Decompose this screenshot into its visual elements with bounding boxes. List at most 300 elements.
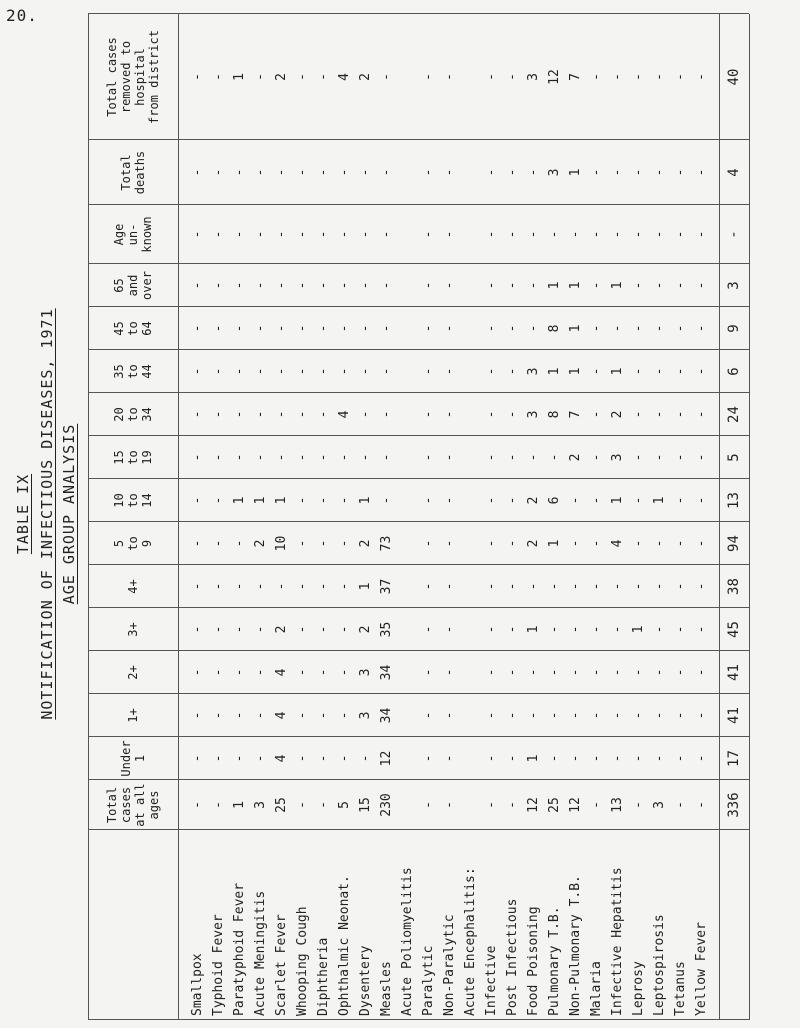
table-cell: - <box>253 453 268 462</box>
table-cell: - <box>526 230 541 239</box>
table-cell: - <box>232 410 247 419</box>
table-cell: 10 <box>274 535 289 552</box>
table-cell: - <box>232 668 247 677</box>
table-cell: - <box>316 711 331 720</box>
table-cell <box>398 140 417 205</box>
table-cell: 1 <box>652 496 667 505</box>
table-cell: 4 <box>610 539 625 548</box>
row-label: Malaria <box>589 961 604 1016</box>
table-subtitle: NOTIFICATION OF INFECTIOUS DISEASES, 1971 <box>38 308 56 720</box>
row-label: Leptospirosis <box>652 914 667 1016</box>
table-cell: 13 <box>610 797 625 813</box>
table-cell: - <box>652 582 667 591</box>
table-cell: - <box>190 168 205 177</box>
table-cell: - <box>232 539 247 548</box>
table-cell: - <box>337 496 352 505</box>
table-cell: - <box>337 168 352 177</box>
table-title: TABLE IX <box>14 473 32 555</box>
table-cell: - <box>631 230 646 239</box>
table-cell: 5 <box>337 801 352 809</box>
table-cell: - <box>232 711 247 720</box>
table-cell: - <box>232 625 247 634</box>
table-cell: - <box>673 539 688 548</box>
table-cell: - <box>211 539 226 548</box>
table-cell: - <box>610 668 625 677</box>
table-cell: 3 <box>358 668 373 677</box>
column-header: Under 1 <box>119 740 147 777</box>
table-cell: - <box>484 539 499 548</box>
age-group-table <box>88 14 758 1020</box>
table-cell: - <box>694 801 709 809</box>
table-cell: 34 <box>379 707 394 724</box>
table-cell: 1 <box>568 324 583 333</box>
column-header: 10 to 14 <box>112 493 154 508</box>
table-cell: - <box>295 281 310 290</box>
table-cell: - <box>505 625 520 634</box>
table-cell: 1 <box>631 625 646 634</box>
table-cell: - <box>274 324 289 333</box>
table-cell: - <box>442 168 457 177</box>
table-cell: - <box>694 168 709 177</box>
table-cell: - <box>631 168 646 177</box>
table-cell: - <box>337 367 352 376</box>
table-cell: - <box>652 711 667 720</box>
table-cell: - <box>631 668 646 677</box>
table-cell: - <box>505 496 520 505</box>
table-cell: - <box>547 230 562 239</box>
table-cell: 2 <box>274 73 289 81</box>
row-label: Infective <box>484 945 499 1016</box>
table-cell: 1 <box>232 73 247 81</box>
table-cell: 2 <box>358 73 373 81</box>
table-cell: - <box>190 367 205 376</box>
table-cell: - <box>589 754 604 763</box>
column-header: Total cases removed to hospital from district <box>105 30 161 124</box>
table-cell: - <box>694 453 709 462</box>
row-label: Paralytic <box>421 945 436 1016</box>
table-cell: 2 <box>568 453 583 462</box>
table-cell: - <box>421 711 436 720</box>
table-cell: - <box>652 168 667 177</box>
table-cell: - <box>484 668 499 677</box>
row-label: Dysentery <box>358 945 373 1016</box>
table-cell: - <box>610 711 625 720</box>
table-cell: - <box>442 230 457 239</box>
table-cell: - <box>442 367 457 376</box>
table-cell: - <box>442 496 457 505</box>
table-cell: 1 <box>568 281 583 290</box>
column-header: 35 to 44 <box>112 364 154 379</box>
column-header: 1+ <box>126 708 140 723</box>
table-cell: 3 <box>610 453 625 462</box>
table-cell: - <box>589 281 604 290</box>
table-cell: - <box>316 410 331 419</box>
total-cell: 24 <box>726 406 742 423</box>
table-cell: - <box>547 453 562 462</box>
table-cell: - <box>610 73 625 81</box>
table-cell <box>461 522 480 565</box>
table-cell: - <box>631 367 646 376</box>
table-cell: - <box>358 324 373 333</box>
table-cell: - <box>211 668 226 677</box>
table-cell: - <box>526 168 541 177</box>
table-cell: - <box>442 711 457 720</box>
table-cell: - <box>253 367 268 376</box>
table-cell: - <box>295 410 310 419</box>
page-number: 20. <box>6 6 38 25</box>
table-cell: - <box>211 625 226 634</box>
table-cell: 1 <box>547 367 562 376</box>
row-label: Leprosy <box>631 961 646 1016</box>
table-cell: 3 <box>358 711 373 720</box>
table-cell: 1 <box>547 539 562 548</box>
table-cell: - <box>610 625 625 634</box>
table-cell: - <box>694 367 709 376</box>
table-cell: - <box>547 582 562 591</box>
row-label: Whooping Cough <box>295 906 310 1016</box>
table-cell: - <box>505 711 520 720</box>
table-cell: - <box>484 367 499 376</box>
table-cell: - <box>505 801 520 809</box>
table-cell: - <box>379 496 394 505</box>
table-cell: - <box>295 367 310 376</box>
total-cell: 40 <box>726 68 742 86</box>
table-cell: - <box>694 668 709 677</box>
table-cell: - <box>652 230 667 239</box>
table-cell: - <box>673 711 688 720</box>
table-cell: - <box>274 582 289 591</box>
table-cell: - <box>421 168 436 177</box>
table-cell: - <box>547 754 562 763</box>
table-cell: - <box>379 168 394 177</box>
table-cell: - <box>631 281 646 290</box>
table-cell: - <box>484 324 499 333</box>
table-cell <box>398 393 417 436</box>
table-cell: - <box>421 582 436 591</box>
table-cell: - <box>316 453 331 462</box>
table-cell: 2 <box>358 539 373 548</box>
table-cell <box>398 522 417 565</box>
table-cell: - <box>190 230 205 239</box>
table-cell: - <box>358 281 373 290</box>
table-cell: - <box>421 324 436 333</box>
table-cell: 1 <box>610 367 625 376</box>
table-cell <box>398 565 417 608</box>
table-cell: - <box>190 754 205 763</box>
table-cell: - <box>631 73 646 81</box>
table-cell: - <box>568 582 583 591</box>
table-cell: 73 <box>379 535 394 552</box>
table-cell: - <box>421 496 436 505</box>
table-cell: - <box>421 754 436 763</box>
total-cell: 38 <box>726 578 742 595</box>
table-cell: - <box>484 73 499 81</box>
table-cell: - <box>421 410 436 419</box>
table-cell: - <box>673 367 688 376</box>
table-cell: 25 <box>547 797 562 813</box>
table-cell: - <box>568 754 583 763</box>
table-cell: - <box>211 230 226 239</box>
table-cell: 1 <box>568 168 583 177</box>
column-header: Total deaths <box>119 150 147 195</box>
table-cell: - <box>316 668 331 677</box>
table-cell: - <box>232 230 247 239</box>
table-cell: 2 <box>526 539 541 548</box>
column-header: 4+ <box>126 579 140 594</box>
column-header: 15 to 19 <box>112 450 154 465</box>
column-header: 45 to 64 <box>112 321 154 336</box>
table-cell: - <box>694 73 709 81</box>
table-cell: - <box>253 582 268 591</box>
table-cell: - <box>505 324 520 333</box>
table-cell: - <box>211 281 226 290</box>
table-cell: - <box>673 230 688 239</box>
table-cell: - <box>421 668 436 677</box>
column-header: 20 to 34 <box>112 407 154 422</box>
table-cell: - <box>190 410 205 419</box>
table-cell: - <box>421 281 436 290</box>
table-cell: 25 <box>274 797 289 813</box>
row-label: Smallpox <box>190 953 205 1016</box>
table-cell <box>398 737 417 780</box>
table-cell: - <box>232 324 247 333</box>
table-cell: - <box>337 711 352 720</box>
table-cell: 1 <box>253 496 268 505</box>
table-cell: - <box>673 625 688 634</box>
table-cell: - <box>295 754 310 763</box>
table-cell: - <box>211 367 226 376</box>
table-cell: - <box>505 367 520 376</box>
table-cell <box>398 694 417 737</box>
table-cell: - <box>232 168 247 177</box>
table-cell: - <box>316 801 331 809</box>
table-cell: - <box>295 801 310 809</box>
table-cell: - <box>421 625 436 634</box>
table-cell: - <box>421 801 436 809</box>
table-cell: - <box>442 801 457 809</box>
row-label: Scarlet Fever <box>274 914 289 1016</box>
table-cell: - <box>673 324 688 333</box>
table-cell: - <box>211 168 226 177</box>
column-header: 2+ <box>126 665 140 680</box>
table-cell: - <box>274 281 289 290</box>
table-cell: - <box>316 230 331 239</box>
table-cell: - <box>652 324 667 333</box>
table-cell: - <box>190 324 205 333</box>
table-cell: - <box>673 582 688 591</box>
table-cell: - <box>358 168 373 177</box>
table-cell: - <box>232 754 247 763</box>
table-cell: - <box>694 582 709 591</box>
table-cell: - <box>610 324 625 333</box>
table-cell <box>461 737 480 780</box>
table-cell: - <box>295 324 310 333</box>
total-cell: 94 <box>726 535 742 552</box>
table-cell: - <box>232 281 247 290</box>
table-cell: - <box>358 453 373 462</box>
table-cell: - <box>631 496 646 505</box>
total-cell: 41 <box>726 664 742 681</box>
table-cell: 3 <box>526 73 541 81</box>
table-cell: - <box>673 496 688 505</box>
table-cell: - <box>442 625 457 634</box>
table-cell: - <box>484 496 499 505</box>
table-cell: 1 <box>526 754 541 763</box>
row-label: Yellow Fever <box>694 922 709 1016</box>
table-cell <box>398 264 417 307</box>
table-cell: - <box>526 668 541 677</box>
table-cell: - <box>274 367 289 376</box>
total-cell: 13 <box>726 492 742 509</box>
table-cell: - <box>631 801 646 809</box>
table-cell: - <box>358 367 373 376</box>
table-cell: 2 <box>253 539 268 548</box>
row-label: Acute Encephalitis: <box>463 867 478 1016</box>
total-cell: 4 <box>726 168 742 177</box>
table-cell: - <box>211 73 226 81</box>
table-cell: - <box>631 711 646 720</box>
column-header: 5 to 9 <box>112 536 154 551</box>
table-cell: - <box>694 230 709 239</box>
table-cell: - <box>316 281 331 290</box>
table-cell: - <box>253 73 268 81</box>
table-cell: - <box>379 73 394 81</box>
table-cell: - <box>484 625 499 634</box>
table-cell: - <box>526 453 541 462</box>
table-cell: - <box>295 168 310 177</box>
table-cell: - <box>190 668 205 677</box>
table-cell: - <box>505 73 520 81</box>
table-cell: - <box>505 230 520 239</box>
table-cell: - <box>694 754 709 763</box>
row-label: Diphtheria <box>316 937 331 1016</box>
table-cell: - <box>337 625 352 634</box>
table-cell: - <box>442 324 457 333</box>
row-label: Infective Hepatitis <box>610 867 625 1016</box>
table-cell: - <box>694 324 709 333</box>
table-cell: - <box>652 453 667 462</box>
table-cell <box>461 608 480 651</box>
table-subtitle-2: AGE GROUP ANALYSIS <box>60 423 78 605</box>
table-cell: 1 <box>568 367 583 376</box>
table-cell <box>398 205 417 264</box>
table-cell: 1 <box>358 496 373 505</box>
table-cell: - <box>379 453 394 462</box>
column-header: Total cases at all ages <box>105 783 161 827</box>
table-cell: 8 <box>547 324 562 333</box>
row-label: Paratyphoid Fever <box>232 882 247 1016</box>
table-cell: - <box>316 754 331 763</box>
table-cell: - <box>673 410 688 419</box>
table-cell: - <box>421 453 436 462</box>
table-cell: - <box>652 367 667 376</box>
total-cell: 6 <box>726 367 742 376</box>
table-cell: - <box>547 668 562 677</box>
table-cell: - <box>211 324 226 333</box>
table-cell: - <box>505 453 520 462</box>
table-cell: 15 <box>358 797 373 813</box>
table-cell: - <box>421 73 436 81</box>
table-cell <box>398 608 417 651</box>
column-header: 65 and over <box>112 271 154 300</box>
table-cell: 4 <box>337 73 352 81</box>
table-cell: - <box>442 582 457 591</box>
table-totals-rule <box>719 14 720 1020</box>
table-cell: - <box>190 453 205 462</box>
total-cell: 3 <box>726 281 742 290</box>
row-label: Non-Pulmonary T.B. <box>568 875 583 1016</box>
table-cell: 2 <box>526 496 541 505</box>
table-cell: - <box>379 367 394 376</box>
table-cell: - <box>484 230 499 239</box>
table-cell: - <box>295 625 310 634</box>
table-cell: - <box>295 496 310 505</box>
table-cell: - <box>589 168 604 177</box>
table-cell: - <box>631 410 646 419</box>
table-cell: - <box>568 230 583 239</box>
table-cell: - <box>211 711 226 720</box>
table-cell: - <box>253 324 268 333</box>
total-cell: 41 <box>726 707 742 724</box>
table-cell: - <box>610 754 625 763</box>
table-cell: 12 <box>568 797 583 813</box>
table-cell: - <box>652 539 667 548</box>
table-cell: - <box>589 230 604 239</box>
row-label: Food Poisoning <box>526 906 541 1016</box>
table-cell: - <box>610 582 625 591</box>
table-cell <box>461 780 480 830</box>
table-cell: 35 <box>379 621 394 638</box>
table-cell: 1 <box>232 801 247 809</box>
table-cell: - <box>190 496 205 505</box>
table-cell: 12 <box>379 750 394 767</box>
table-cell: - <box>589 625 604 634</box>
table-cell: - <box>295 73 310 81</box>
table-cell: - <box>190 582 205 591</box>
table-cell: - <box>610 168 625 177</box>
table-cell: 3 <box>547 168 562 177</box>
table-cell: - <box>547 711 562 720</box>
table-cell: - <box>568 496 583 505</box>
table-cell: - <box>505 582 520 591</box>
table-cell: - <box>253 754 268 763</box>
column-header: 3+ <box>126 622 140 637</box>
table-cell: - <box>190 801 205 809</box>
table-cell: - <box>484 281 499 290</box>
table-cell: - <box>295 711 310 720</box>
table-cell: 3 <box>652 801 667 809</box>
table-cell: - <box>652 73 667 81</box>
table-cell: - <box>505 539 520 548</box>
table-cell: - <box>337 230 352 239</box>
table-cell: - <box>589 539 604 548</box>
table-cell: - <box>610 230 625 239</box>
table-cell: - <box>652 410 667 419</box>
table-cell: - <box>379 230 394 239</box>
table-cell: - <box>379 410 394 419</box>
table-cell: - <box>316 625 331 634</box>
table-cell: - <box>379 281 394 290</box>
table-cell: 7 <box>568 73 583 81</box>
table-cell: - <box>484 410 499 419</box>
table-cell: 2 <box>274 625 289 634</box>
table-cell: - <box>484 582 499 591</box>
table-cell: 7 <box>568 410 583 419</box>
table-cell: - <box>568 539 583 548</box>
table-cell: - <box>316 496 331 505</box>
row-label: Post Infectious <box>505 898 520 1016</box>
table-cell <box>398 14 417 140</box>
